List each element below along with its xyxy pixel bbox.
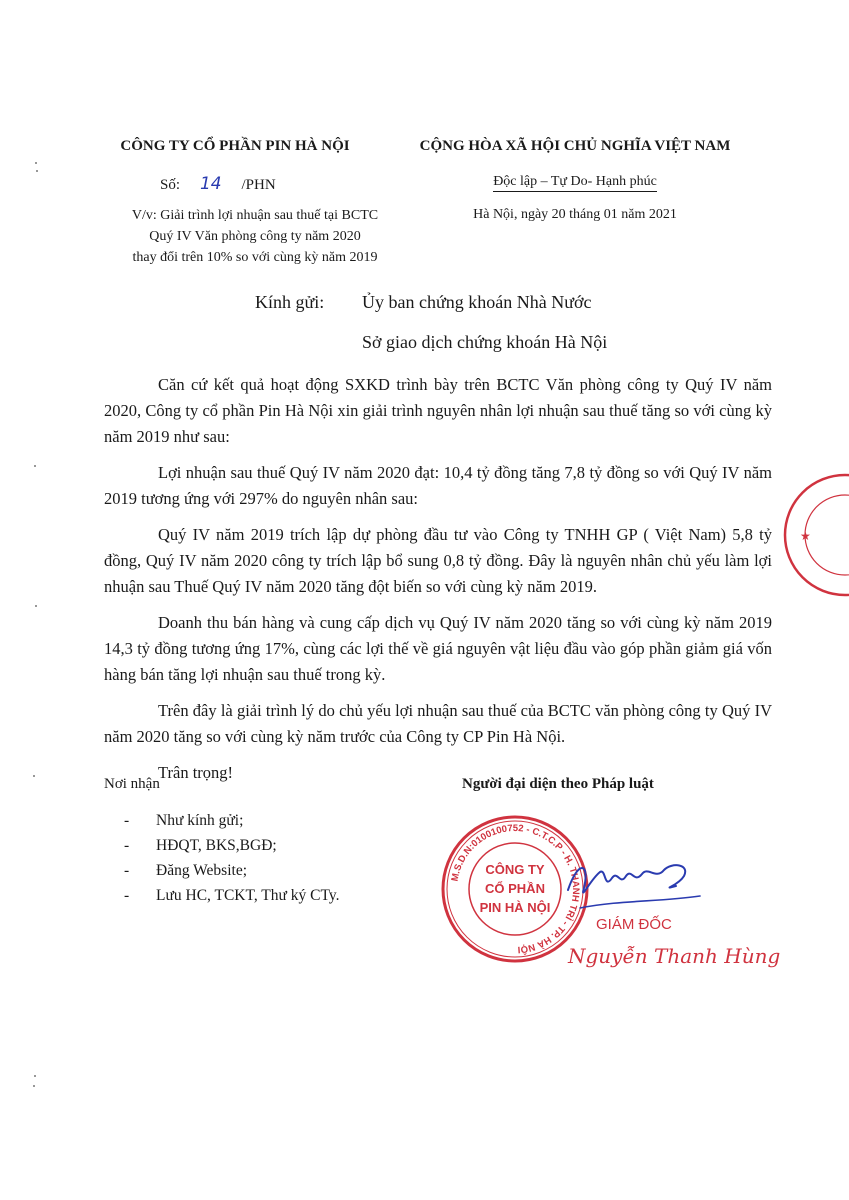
subject-line-3: thay đổi trên 10% so với cùng kỳ năm 2019 — [132, 250, 378, 265]
list-item: - HĐQT, BKS,BGĐ; — [118, 833, 340, 858]
recipients-title: Nơi nhận — [104, 776, 160, 792]
number-suffix: /PHN — [241, 177, 276, 193]
number-handwritten: 14 — [199, 174, 222, 194]
signatory-position: GIÁM ĐỐC — [596, 916, 672, 933]
place-date: Hà Nội, ngày 20 tháng 01 năm 2021 — [473, 207, 677, 222]
edge-seal-graphic — [780, 470, 849, 600]
salutation-label: Kính gửi: — [255, 292, 325, 312]
recipients-list — [118, 808, 340, 908]
document-number — [160, 174, 276, 194]
signatory-name: Nguyễn Thanh Hùng — [568, 944, 781, 968]
recipient-line-2: Sở giao dịch chứng khoán Hà Nội — [362, 332, 608, 352]
seal-ring-text: M.S.D.N:0100100752 - C.T.C.P - H. THANH TRÌ - TP. HÀ NỘI — [449, 822, 582, 955]
seal-center — [470, 860, 560, 917]
letter-body — [104, 372, 772, 786]
country-name: CỘNG HÒA XÃ HỘI CHỦ NGHĨA VIỆT NAM — [419, 138, 731, 154]
paragraph-1: Căn cứ kết quả hoạt động SXKD trình bày trên BCTC Văn phòng công ty Quý IV năm 2020, Công ty cổ phần Pin Hà Nội xin giải trình nguyên nhân lợi nhuận sau thuế tăng so với cùng kỳ năm 2019 như sau: — [104, 375, 772, 446]
list-item: - Như kính gửi; — [118, 808, 340, 833]
handwritten-signature — [560, 850, 710, 920]
paragraph-4: Doanh thu bán hàng và cung cấp dịch vụ Quý IV năm 2020 tăng so với cùng kỳ năm 2019 14,3 tỷ đồng tương ứng 17%, cùng các lợi thế về giá nguyên vật liệu đầu vào góp phần giảm giá vốn hàng bán tăng lợi nhuận sau thuế trong kỳ. — [104, 613, 772, 684]
company-name: CÔNG TY CỔ PHẦN PIN HÀ NỘI — [120, 138, 350, 154]
recipient-line-1: Ủy ban chứng khoán Nhà Nước — [362, 292, 592, 312]
seal-line-3: PIN HÀ NỘI — [479, 900, 551, 915]
number-label: Số: — [160, 177, 181, 193]
paragraph-3: Quý IV năm 2019 trích lập dự phòng đầu tư vào Công ty TNHH GP ( Việt Nam) 5,8 tỷ đồng, Quý IV năm 2020 công ty trích lập bổ sung 0,8 tỷ đồng. Đây là nguyên nhân chủ yếu làm lợi nhuận sau Thuế Quý IV năm 2020 tăng đột biến so với cùng kỳ năm 2019. — [104, 525, 772, 596]
closing: Trân trọng! — [158, 763, 234, 782]
signature-title: Người đại diện theo Pháp luật — [462, 776, 654, 792]
motto: Độc lập – Tự Do- Hạnh phúc — [493, 174, 657, 192]
subject-line-2: Quý IV Văn phòng công ty năm 2020 — [149, 229, 361, 244]
motto-wrap — [410, 174, 740, 192]
list-item: - Lưu HC, TCKT, Thư ký CTy. — [118, 883, 340, 908]
edge-seal-star: ★ — [800, 529, 811, 543]
edge-seal — [780, 470, 849, 600]
list-item: - Đăng Website; — [118, 858, 340, 883]
subject-block — [95, 205, 415, 268]
paragraph-2: Lợi nhuận sau thuế Quý IV năm 2020 đạt: 10,4 tỷ đồng tăng 7,8 tỷ đồng so với Quý IV năm 2019 tương ứng với 297% do nguyên nhân sau: — [104, 463, 772, 508]
paragraph-5: Trên đây là giải trình lý do chủ yếu lợi nhuận sau thuế của BCTC văn phòng công ty Quý IV năm 2020 tăng so với cùng kỳ năm trước của Công ty CP Pin Hà Nội. — [104, 701, 772, 746]
seal-line-1: CÔNG TY — [485, 862, 545, 877]
subject-line-1: V/v: Giải trình lợi nhuận sau thuế tại BCTC — [131, 208, 379, 223]
seal-line-2: CỔ PHẦN — [485, 881, 545, 896]
